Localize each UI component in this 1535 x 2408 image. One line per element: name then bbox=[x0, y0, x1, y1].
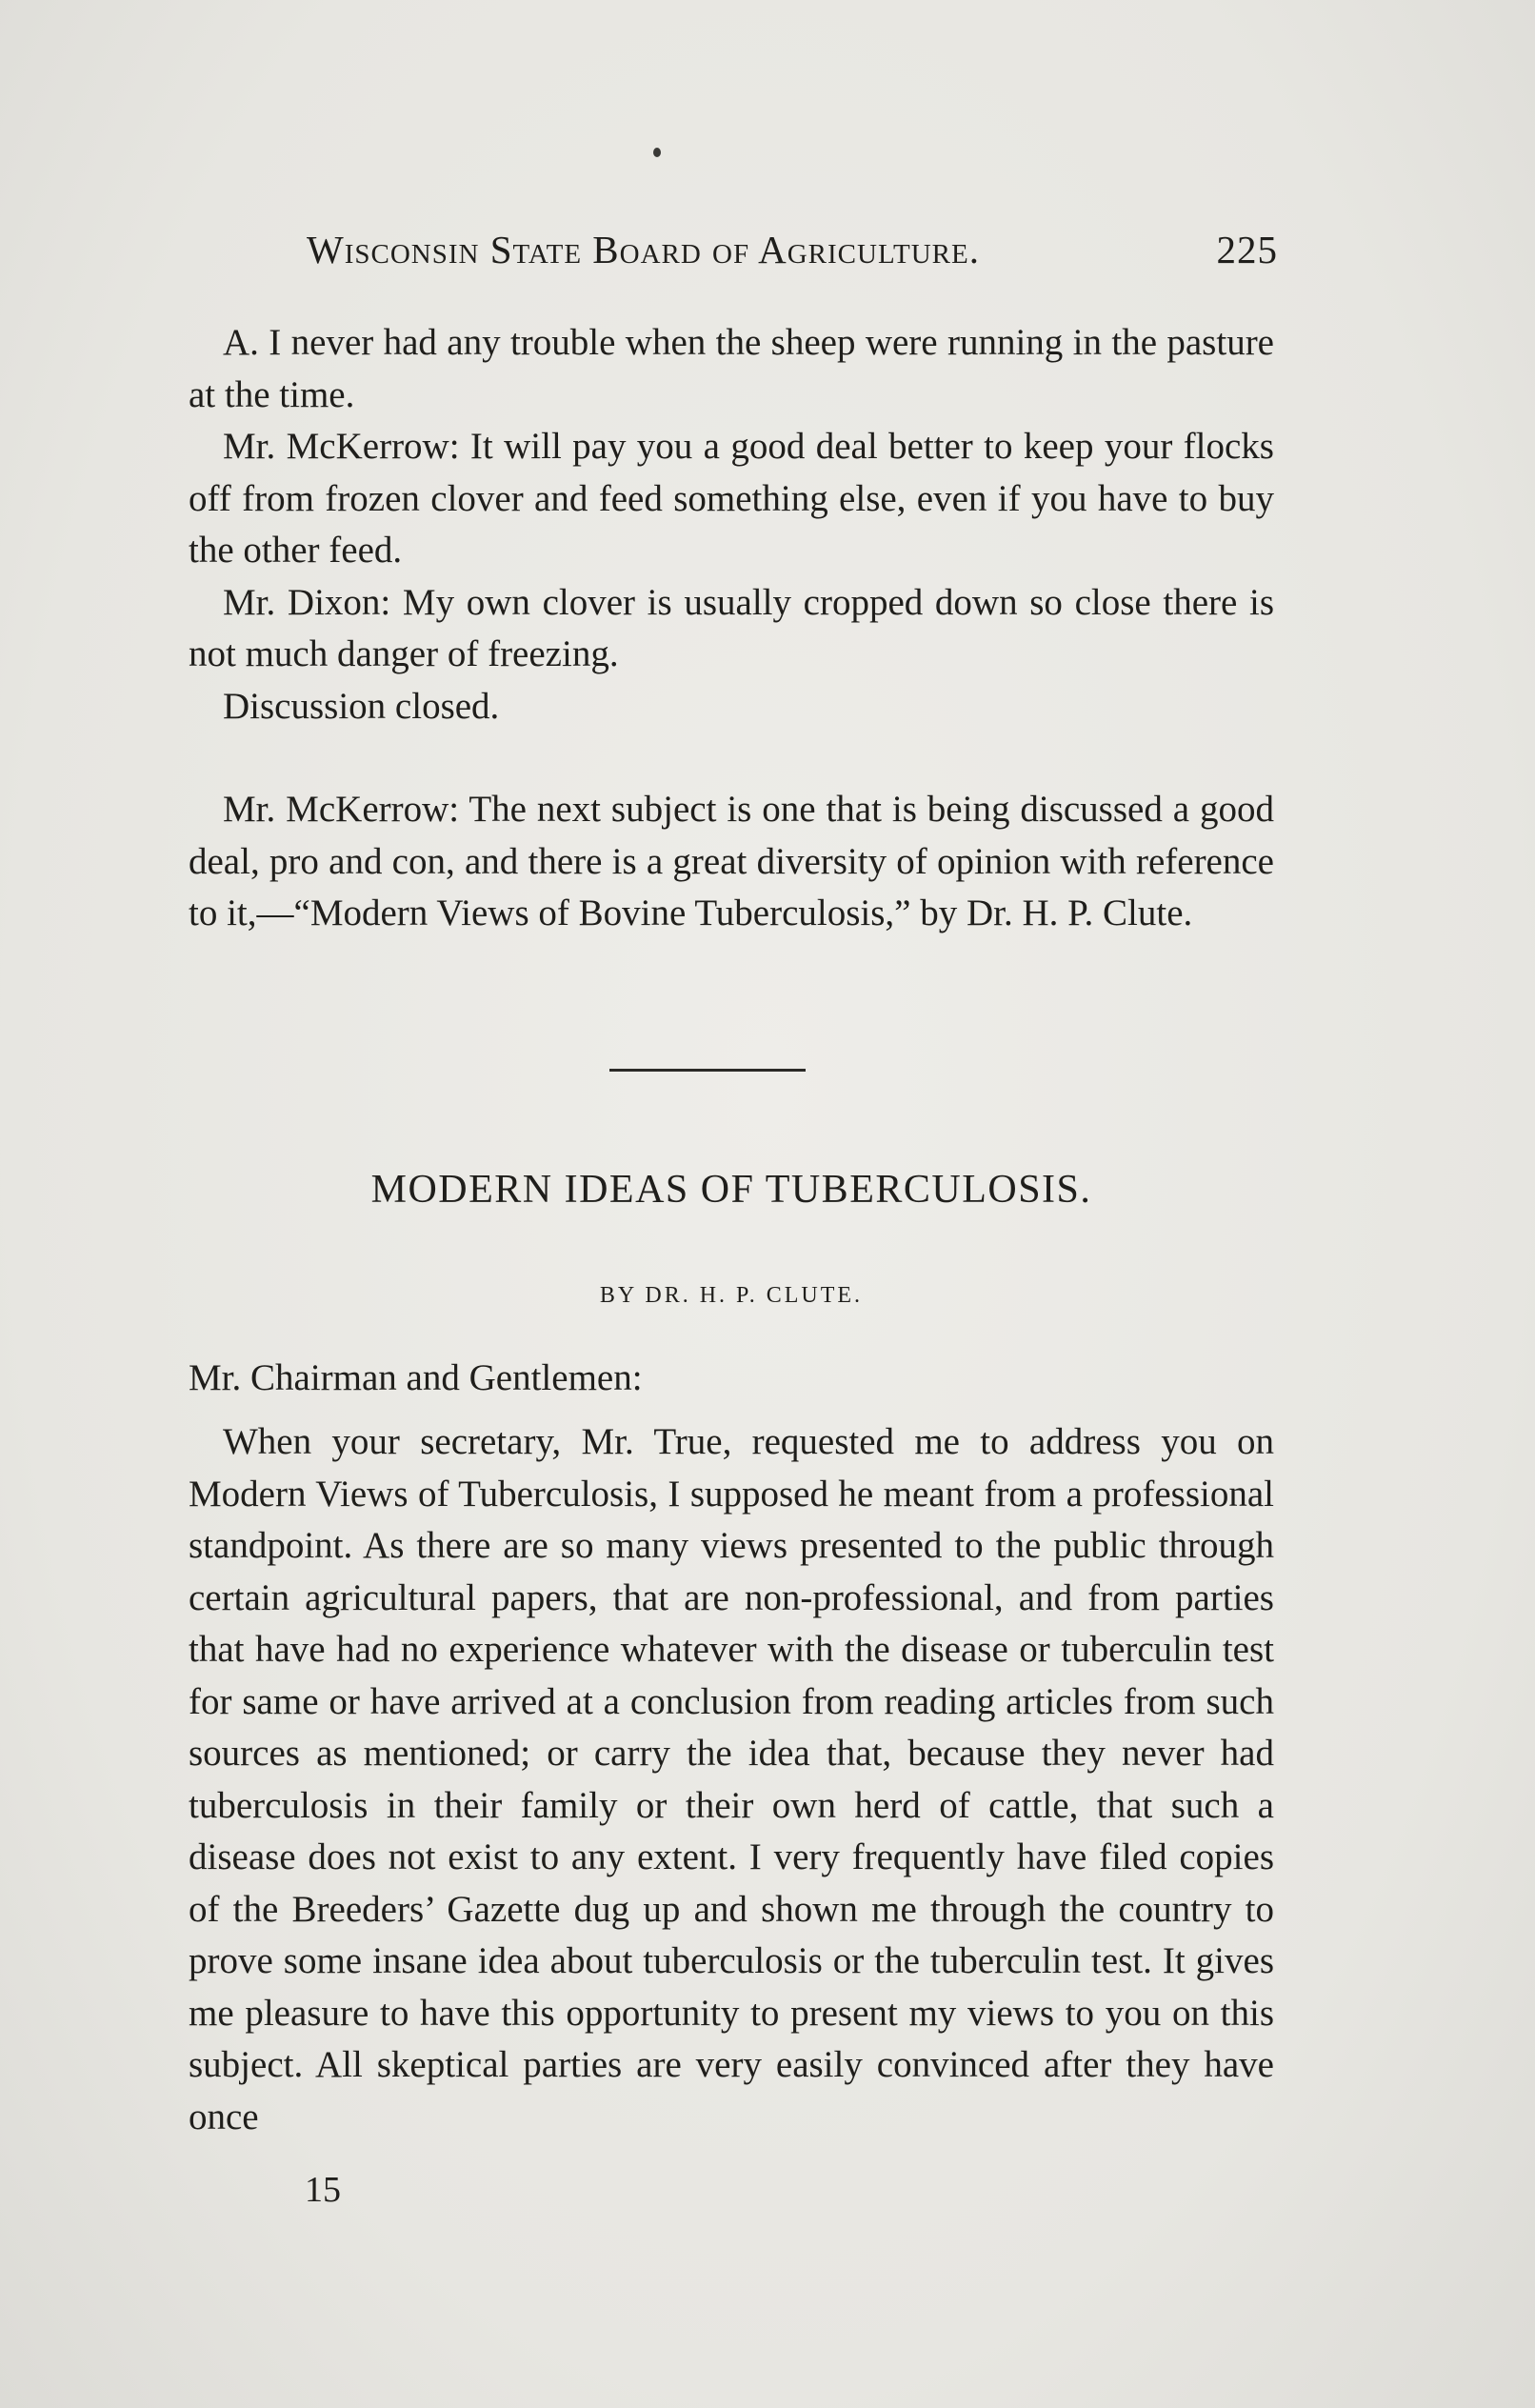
running-header bbox=[307, 227, 1278, 284]
page-number: 225 bbox=[1216, 228, 1278, 271]
paragraph: When your secretary, Mr. True, requested me to address you on Modern Views of Tuberculosis, I supposed he meant from a professional standpoint. As there are so many views presented to the public through certain agricultural papers, that are non-professional, and from parties that have had no experience whatever with the disease or tuberculin test for same or have arrived at a conclusion from reading articles from such sources as mentioned; or carry the idea that, because they never had tuberculosis in their family or their own herd of cattle, that such a disease does not exist to any extent. I very frequently have filed copies of the Breeders’ Gazette dug up and shown me through the country to prove some insane idea about tuberculosis or the tuberculin test. It gives me pleasure to have this opportunity to present my views to you on this subject. All skeptical parties are very easily convinced after they have once bbox=[189, 1421, 1274, 2137]
paragraph: Mr. McKerrow: The next subject is one that is being discussed a good deal, pro and con, and there is a great diversity of opinion with reference to it,—“Modern Views of Bovine Tuberculosis,” by Dr. H. P. Clute. bbox=[189, 789, 1274, 933]
article-body bbox=[189, 1416, 1274, 2143]
salutation: Mr. Chairman and Gentlemen: bbox=[189, 1357, 643, 1398]
running-header-title: Wisconsin State Board of Agriculture. bbox=[307, 228, 980, 271]
paragraph: Mr. McKerrow: It will pay you a good deal better to keep your flocks off from frozen clover and feed something else, even if you have to buy the other feed. bbox=[189, 426, 1274, 571]
paragraph: Discussion closed. bbox=[223, 685, 500, 727]
introduction-block bbox=[189, 784, 1274, 940]
article-byline: BY DR. H. P. CLUTE. bbox=[599, 1283, 864, 1308]
signature-mark: 15 bbox=[305, 2170, 341, 2210]
paragraph: Mr. Dixon: My own clover is usually cropped down so close there is not much danger of freezing. bbox=[189, 581, 1274, 674]
section-divider bbox=[609, 1069, 806, 1072]
paragraph: A. I never had any trouble when the sheep were running in the pasture at the time. bbox=[189, 322, 1274, 415]
ink-speck bbox=[653, 148, 661, 157]
article-title: MODERN IDEAS OF TUBERCULOSIS. bbox=[370, 1168, 1092, 1212]
discussion-block bbox=[189, 317, 1274, 732]
